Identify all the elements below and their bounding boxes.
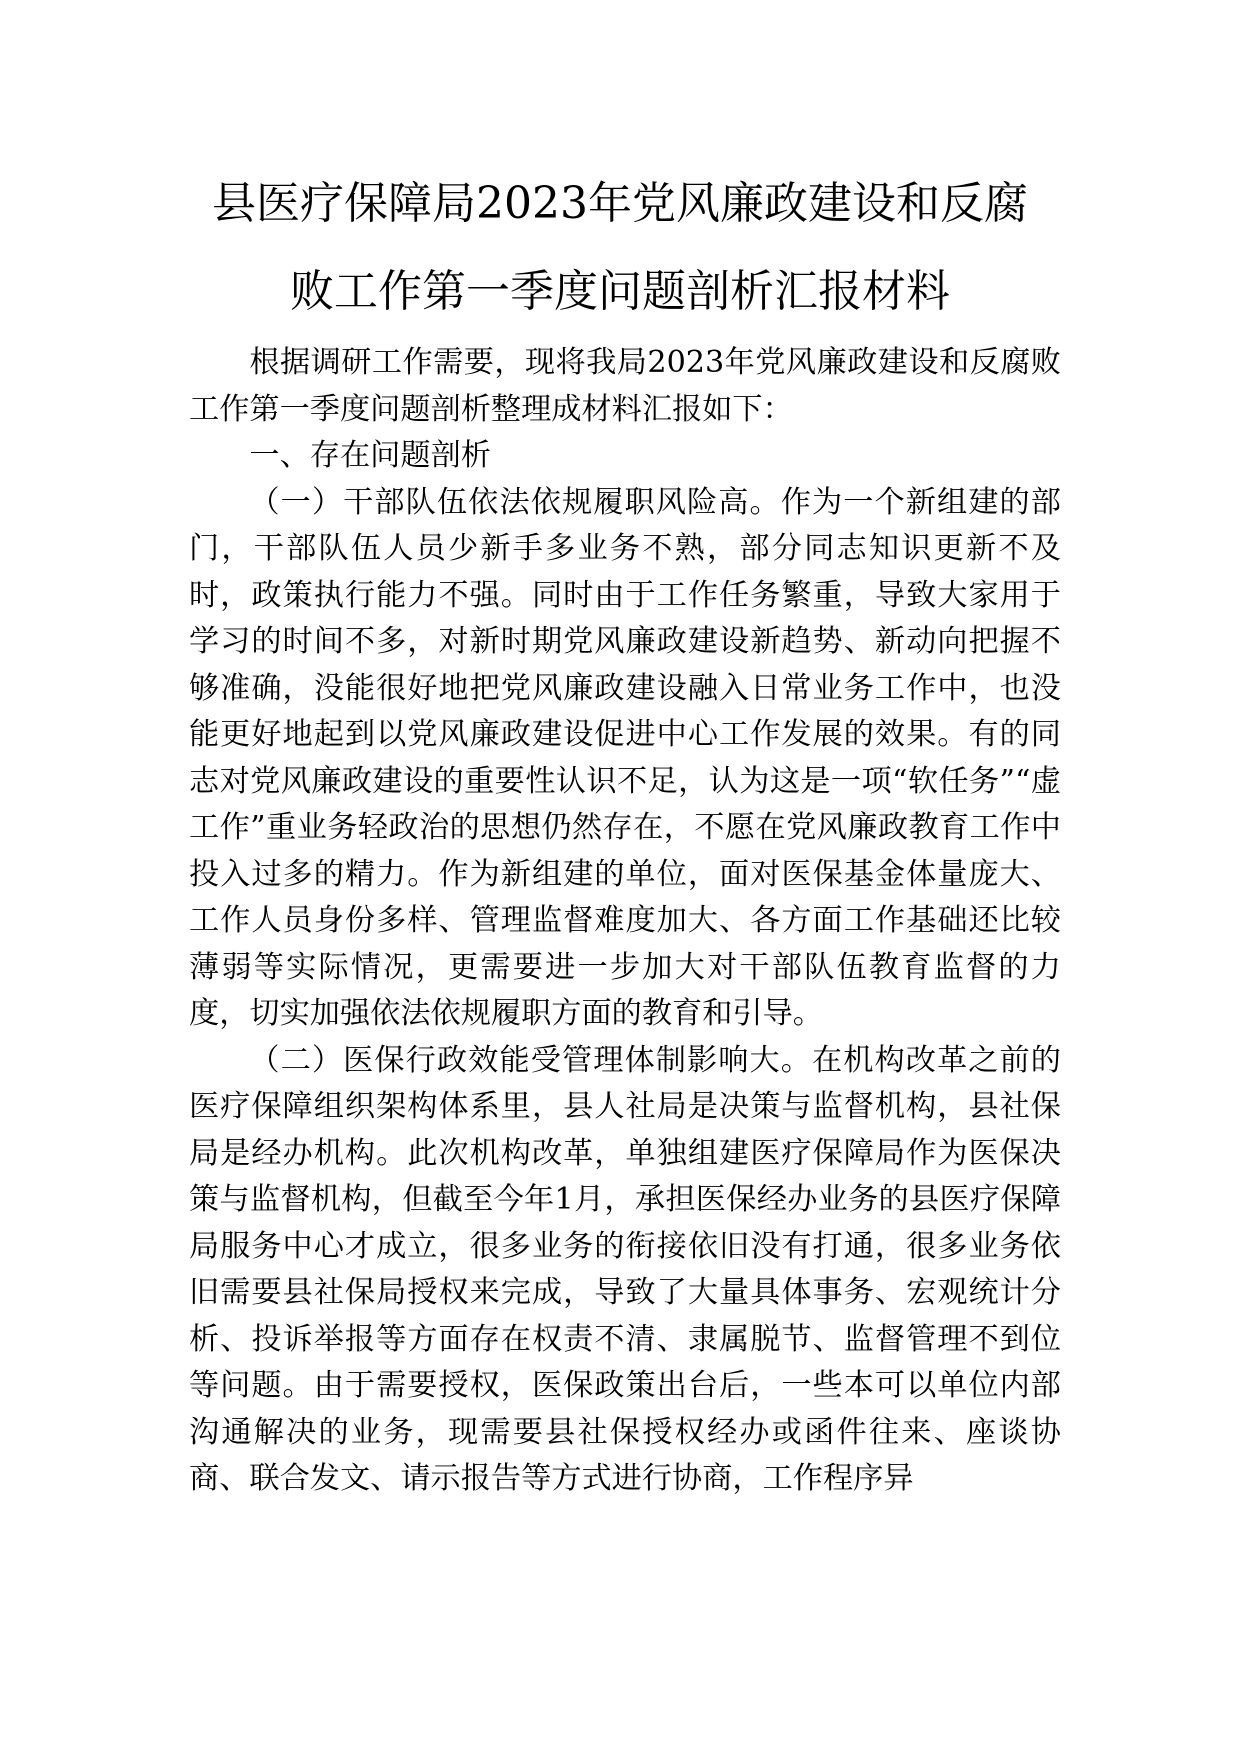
section-heading: 一、存在问题剖析	[249, 438, 491, 473]
intro-paragraph: 根据调研工作需要，现将我局2023年党风廉政建设和反腐败工作第一季度问题剖析整理成材料汇报如下：	[189, 345, 1061, 427]
document-title-line-1: 县医疗保障局2023年党风廉政建设和反腐	[212, 178, 1028, 229]
document-title-line-2: 败工作第一季度问题剖析汇报材料	[290, 266, 950, 317]
body-paragraph-2: （二）医保行政效能受管理体制影响大。在机构改革之前的医疗保障组织架构体系里，县人社局是决策与监督机构，县社保局是经办机构。此次机构改革，单独组建医疗保障局作为医保决策与监督机构，但截至今年1月，承担医保经办业务的县医疗保障局服务中心才成立，很多业务的衔接依旧没有打通，很多业务依旧需要县社保局授权来完成，导致了大量具体事务、宏观统计分析、投诉举报等方面存在权责不清、隶属脱节、监督管理不到位等问题。由于需要授权，医保政策出台后，一些本可以单位内部沟通解决的业务，现需要县社保授权经办或函件往来、座谈协商、联合发文、请示报告等方式进行协商，工作程序异	[189, 1042, 1061, 1496]
body-paragraph-1: （一）干部队伍依法依规履职风险高。作为一个新组建的部门，干部队伍人员少新手多业务不熟，部分同志知识更新不及时，政策执行能力不强。同时由于工作任务繁重，导致大家用于学习的时间不多，对新时期党风廉政建设新趋势、新动向把握不够准确，没能很好地把党风廉政建设融入日常业务工作中，也没能更好地起到以党风廉政建设促进中心工作发展的效果。有的同志对党风廉政建设的重要性认识不足，认为这是一项“软任务”“虚工作”重业务轻政治的思想仍然存在，不愿在党风廉政教育工作中投入过多的精力。作为新组建的单位，面对医保基金体量庞大、工作人员身份多样、管理监督难度加大、各方面工作基础还比较薄弱等实际情况，更需要进一步加大对干部队伍教育监督的力度，切实加强依法依规履职方面的教育和引导。	[189, 484, 1061, 1031]
document-body	[189, 340, 1061, 1503]
